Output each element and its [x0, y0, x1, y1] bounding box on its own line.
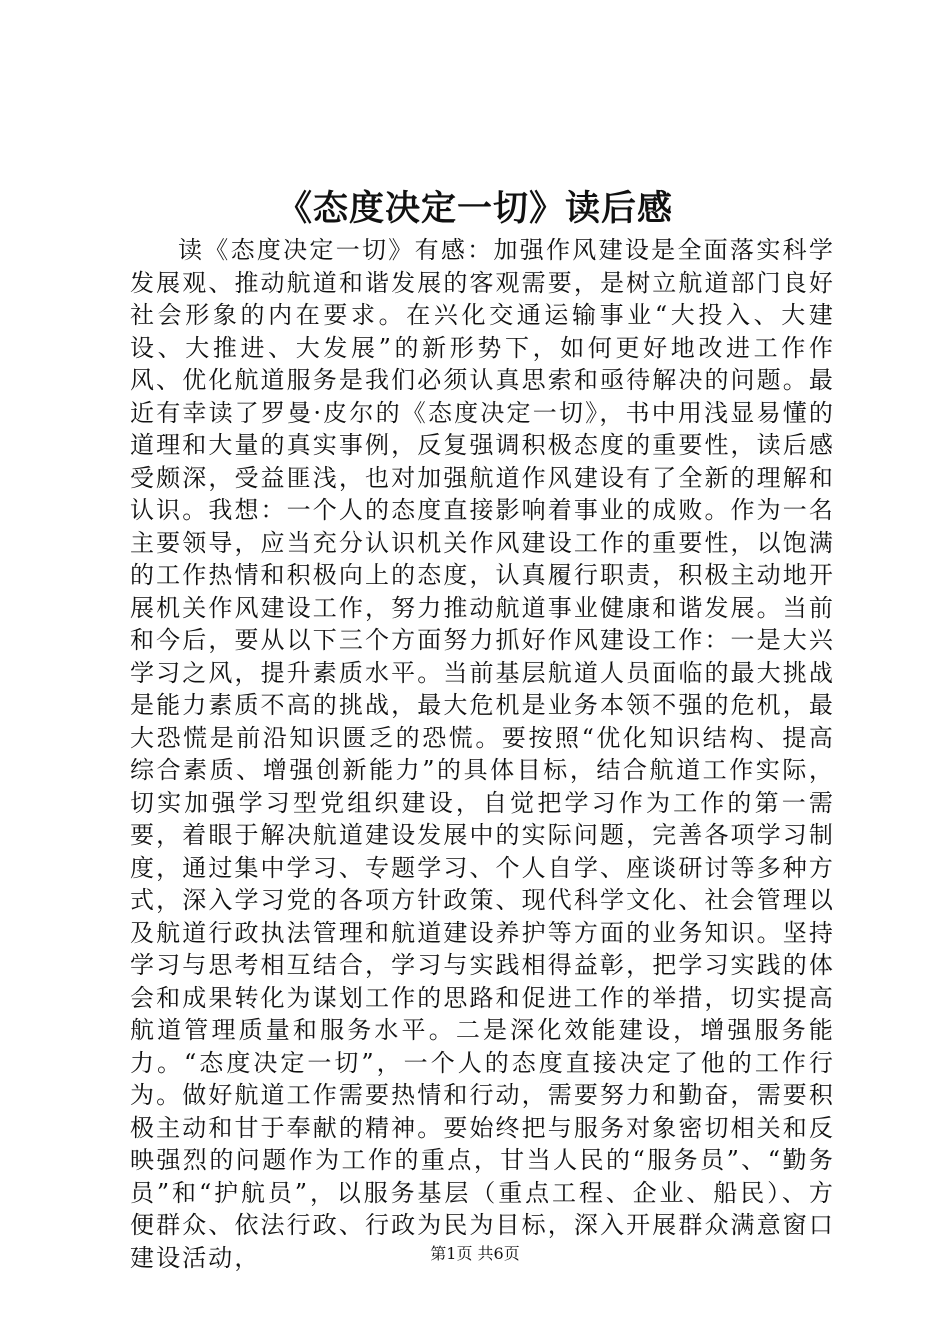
- page-number-footer: 第1页 共6页: [430, 1244, 520, 1263]
- body-paragraph: 读《态度决定一切》有感：加强作风建设是全面落实科学发展观、推动航道和谐发展的客观需要，是树立航道部门良好社会形象的内在要求。在兴化交通运输事业“大投入、大建设、大推进、大发展”的新形势下，如何更好地改进工作作风、优化航道服务是我们必须认真思索和亟待解决的问题。最近有幸读了罗曼·皮尔的《态度决定一切》，书中用浅显易懂的道理和大量的真实事例，反复强调积极态度的重要性，读后感受颇深，受益匪浅，也对加强航道作风建设有了全新的理解和认识。我想：一个人的态度直接影响着事业的成败。作为一名主要领导，应当充分认识机关作风建设工作的重要性，以饱满的工作热情和积极向上的态度，认真履行职责，积极主动地开展机关作风建设工作，努力推动航道事业健康和谐发展。当前和今后，要从以下三个方面努力抓好作风建设工作：一是大兴学习之风，提升素质水平。当前基层航道人员面临的最大挑战是能力素质不高的挑战，最大危机是业务本领不强的危机，最大恐慌是前沿知识匮乏的恐慌。要按照“优化知识结构、提高综合素质、增强创新能力”的具体目标，结合航道工作实际，切实加强学习型党组织建设，自觉把学习作为工作的第一需要，着眼于解决航道建设发展中的实际问题，完善各项学习制度，通过集中学习、专题学习、个人自学、座谈研讨等多种方式，深入学习党的各项方针政策、现代科学文化、社会管理以及航道行政执法管理和航道建设养护等方面的业务知识。坚持学习与思考相互结合，学习与实践相得益彰，把学习实践的体会和成果转化为谋划工作的思路和促进工作的举措，切实提高航道管理质量和服务水平。二是深化效能建设，增强服务能力。“态度决定一切”，一个人的态度直接决定了他的工作行为。做好航道工作需要热情和行动，需要努力和勤奋，需要积极主动和甘于奉献的精神。要始终把与服务对象密切相关和反映强烈的问题作为工作的重点，甘当人民的“服务员”、“勤务员”和“护航员”，以服务基层（重点工程、企业、船民）、方便群众、依法行政、行政为民为目标，深入开展群众满意窗口建设活动，: [130, 236, 835, 1272]
- document-title: 《态度决定一切》读后感: [276, 188, 673, 229]
